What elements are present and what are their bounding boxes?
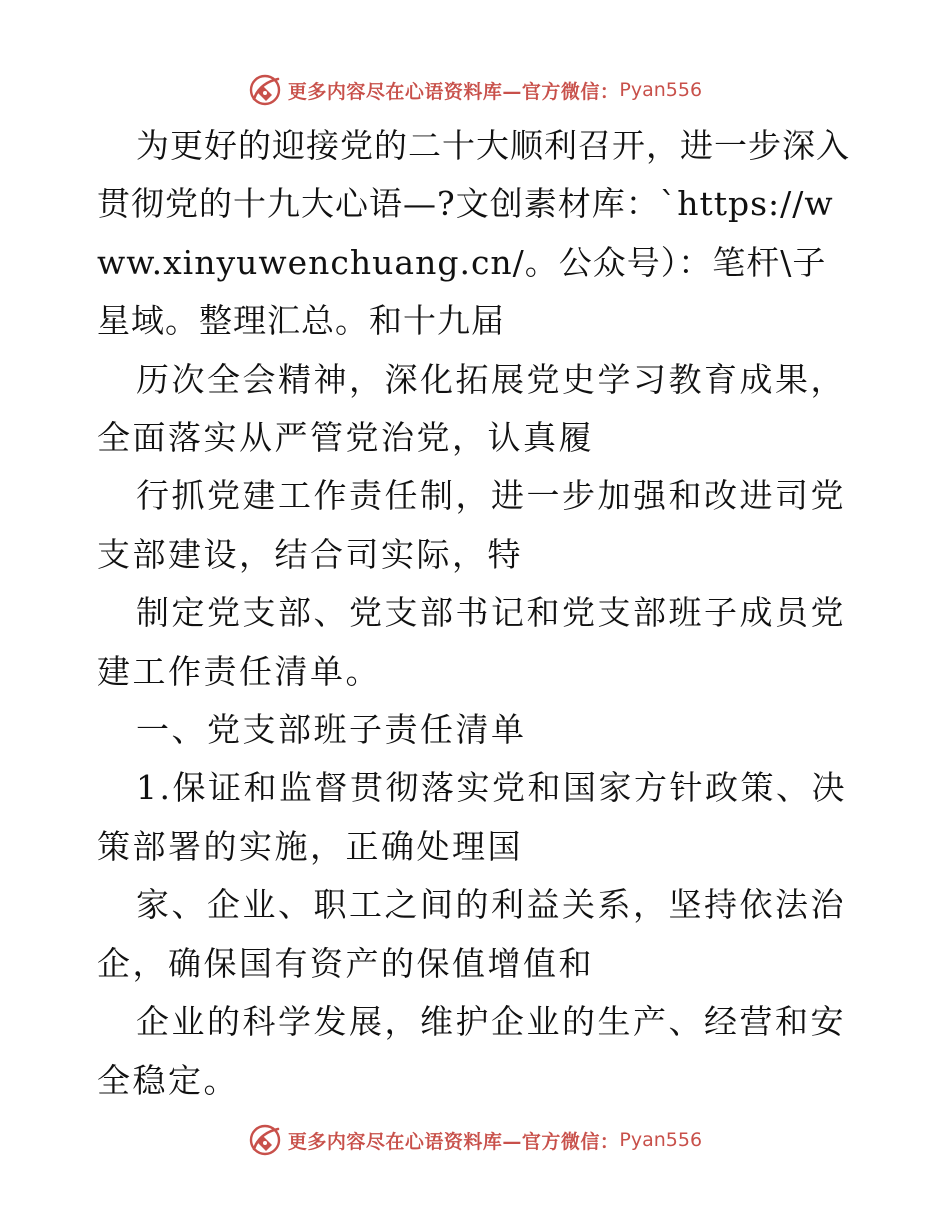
paragraph-1: 为更好的迎接党的二十大顺利召开，进一步深入贯彻党的十九大心语—?文创素材库：`https://www.xinyuwenchuang.cn/。公众号）：笔杆\子星域。整理汇总。和十九届 (97, 126, 850, 341)
paragraph-4: 制定党支部、党支部书记和党支部班子成员党建工作责任清单。 (97, 593, 846, 691)
pen-nib-logo-icon (248, 73, 282, 107)
paragraph-8: 企业的科学发展，维护企业的生产、经营和安全稳定。 (97, 1002, 846, 1100)
header-brand-text: 更多内容尽在心语资料库—官方微信： (287, 80, 620, 103)
paragraph-2: 历次全会精神，深化拓展党史学习教育成果，全面落实从严管党治党，认真履 (97, 359, 846, 458)
paragraph-7: 家、企业、职工之间的利益关系，坚持依法治企，确保国有资产的保值增值和 (97, 885, 846, 983)
footer-wechat-id: Pyan556 (619, 1129, 703, 1151)
footer-brand-text: 更多内容尽在心语资料库—官方微信： (287, 1130, 620, 1153)
header-banner (0, 70, 950, 110)
header-wechat-id: Pyan556 (619, 79, 703, 101)
paragraph-3: 行抓党建工作责任制，进一步加强和改进司党支部建设，结合司实际，特 (97, 476, 846, 574)
section-heading: 一、党支部班子责任清单 (136, 710, 527, 750)
pen-nib-logo-icon (248, 1123, 282, 1157)
footer-banner (0, 1120, 950, 1160)
document-body (97, 117, 857, 1110)
paragraph-6: 1.保证和监督贯彻落实党和国家方针政策、决策部署的实施，正确处理国 (97, 768, 847, 866)
